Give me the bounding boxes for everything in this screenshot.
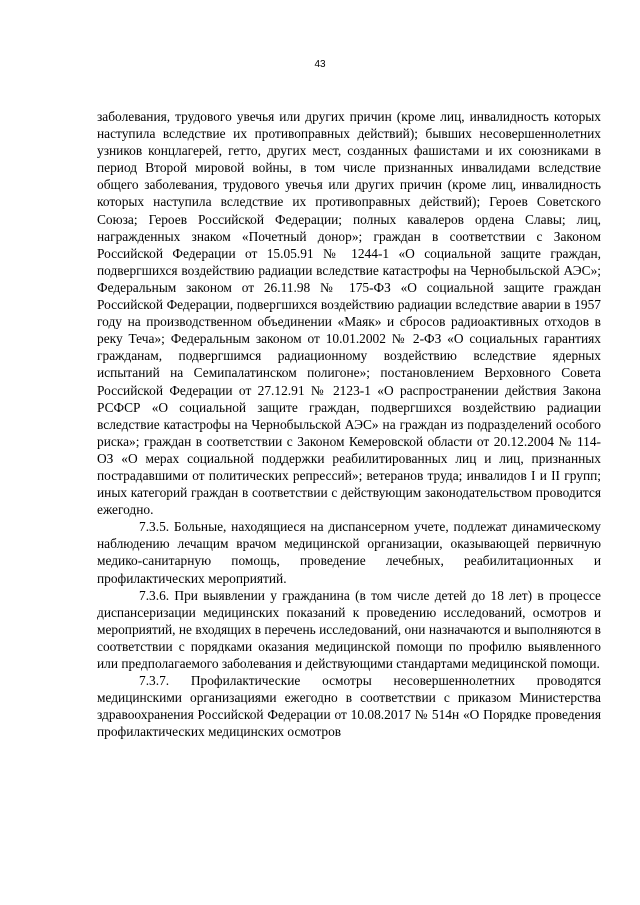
paragraph-continuation: заболевания, трудового увечья или других причин (кроме лиц, инвалидность которых наступила вследствие их противоправных действий); бывших несовершеннолетних узников концлагерей, гетто, других мест, созданных фашистами и их союзниками в период Второй мировой войны, в том числе признанных инвалидами вследствие общего заболевания, трудового увечья или других причин (кроме лиц, инвалидность которых наступила вследствие их противоправных действий); Героев Советского Союза; Героев Российской Федерации; полных кавалеров ордена Славы; лиц, награжденных знаком «Почетный донор»; граждан в соответствии с Законом Российской Федерации от 15.05.91 № 1244-1 «О социальной защите граждан, подвергшихся воздействию радиации вследствие катастрофы на Чернобыльской АЭС»; Федеральным законом от 26.11.98 № 175-ФЗ «О социальной защите граждан Российской Федерации, подвергшихся воздействию радиации вследствие аварии в 1957 году на производственном объединении «Маяк» и сбросов радиоактивных отходов в реку Теча»; Федеральным законом от 10.01.2002 № 2-ФЗ «О социальных гарантиях гражданам, подвергшимся радиационному воздействию вследствие ядерных испытаний на Семипалатинском полигоне»; постановлением Верховного Совета Российской Федерации от 27.12.91 № 2123-1 «О распространении действия Закона РСФСР «О социальной защите граждан, подвергшихся воздействию радиации вследствие катастрофы на Чернобыльской АЭС» на граждан из подразделений особого риска»; граждан в соответствии с Законом Кемеровской области от 20.12.2004 № 114-ОЗ «О мерах социальной поддержки реабилитированных лиц и лиц, признанных пострадавшими от политических репрессий»; ветеранов труда; инвалидов I и II групп; иных категорий граждан в соответствии с действующим законодательством проводится ежегодно. [97, 109, 601, 518]
paragraph-7-3-5: 7.3.5. Больные, находящиеся на диспансерном учете, подлежат динамическому наблюдению лечащим врачом медицинской организации, оказывающей первичную медико-санитарную помощь, проведение лечебных, реабилитационных и профилактических мероприятий. [97, 519, 601, 586]
document-body [97, 108, 601, 740]
paragraph-7-3-7: 7.3.7. Профилактические осмотры несовершеннолетних проводятся медицинскими организациями ежегодно в соответствии с приказом Министерства здравоохранения Российской Федерации от 10.08.2017 № 514н «О Порядке проведения профилактических медицинских осмотров [97, 673, 601, 740]
paragraph-7-3-6: 7.3.6. При выявлении у гражданина (в том числе детей до 18 лет) в процессе диспансеризации медицинских показаний к проведению исследований, осмотров и мероприятий, не входящих в перечень исследований, они назначаются и выполняются в соответствии с порядками оказания медицинской помощи по профилю выявленного или предполагаемого заболевания и действующими стандартами медицинской помощи. [97, 587, 601, 671]
page-number: 43 [314, 59, 326, 70]
